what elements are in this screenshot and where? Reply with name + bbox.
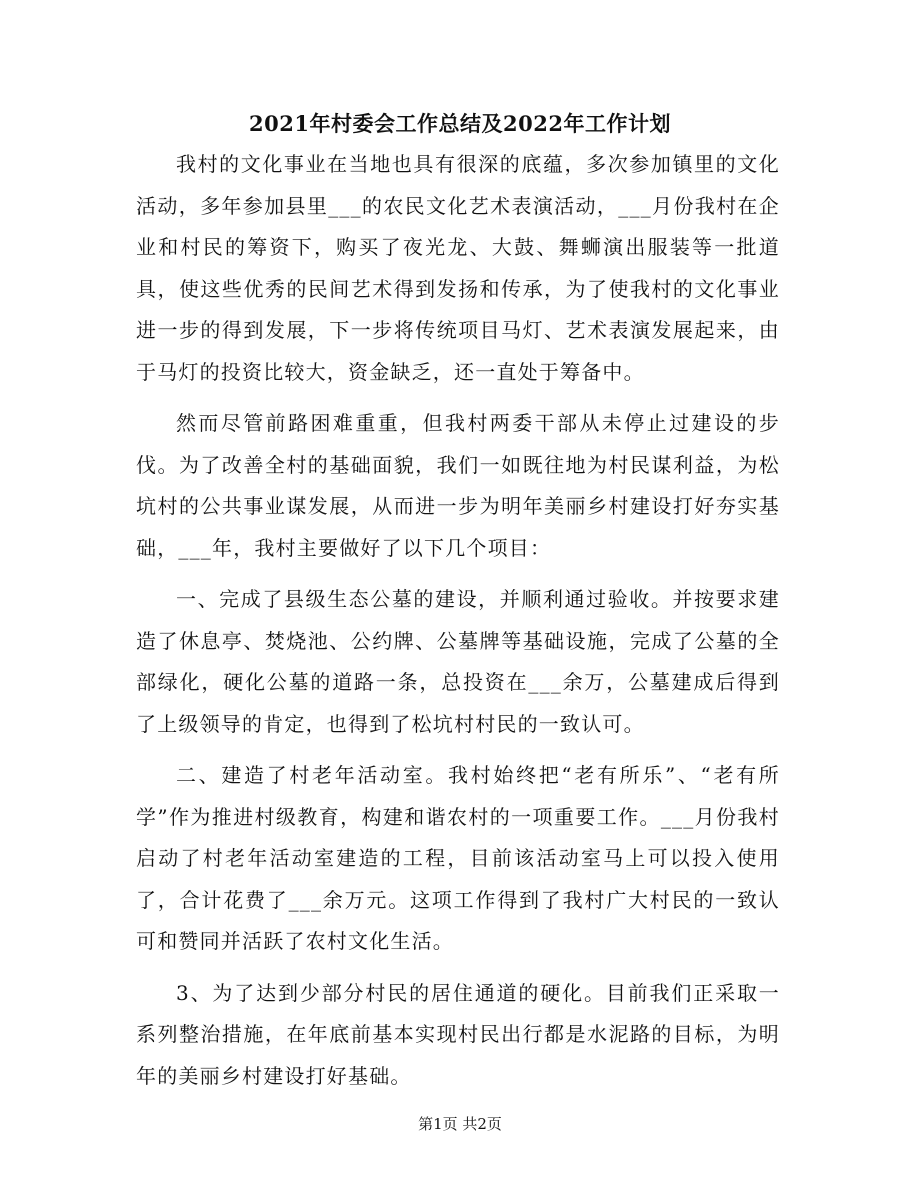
document-title: 2021年村委会工作总结及2022年工作计划 <box>249 111 671 136</box>
paragraph-elderly-room: 二、建造了村老年活动室。我村始终把“老有所乐”、“老有所学”作为推进村级教育，构建和谐农村的一项重要工作。___月份我村启动了村老年活动室建造的工程，目前该活动室马上可以投入使用了，合计花费了___余万元。这项工作得到了我村广大村民的一致认可和赞同并活跃了农村文化生活。 <box>136 763 780 953</box>
paragraph-culture: 我村的文化事业在当地也具有很深的底蕴，多次参加镇里的文化活动，多年参加县里___的农民文化艺术表演活动，___月份我村在企业和村民的筹资下，购买了夜光龙、大鼓、舞蛳演出服装等一批道具，使这些优秀的民间艺术得到发扬和传承，为了使我村的文化事业进一步的得到发展，下一步将传统项目马灯、艺术表演发展起来，由于马灯的投资比较大，资金缺乏，还一直处于筹备中。 <box>136 152 780 384</box>
document-body <box>136 144 780 1107</box>
paragraph-construction-intro: 然而尽管前路困难重重，但我村两委干部从未停止过建设的步伐。为了改善全村的基础面貌，我们一如既往地为村民谋利益，为松坑村的公共事业谋发展，从而进一步为明年美丽乡村建设打好夯实基础，___年，我村主要做好了以下几个项目： <box>136 411 780 560</box>
paragraph-road-hardening: 3、为了达到少部分村民的居住通道的硬化。目前我们正采取一系列整治措施，在年底前基本实现村民出行都是水泥路的目标，为明年的美丽乡村建设打好基础。 <box>136 980 780 1088</box>
paragraph-cemetery: 一、完成了县级生态公墓的建设，并顺利通过验收。并按要求建造了休息亭、焚烧池、公约牌、公墓牌等基础设施，完成了公墓的全部绿化，硬化公墓的道路一条，总投资在___余万，公墓建成后得到了上级领导的肯定，也得到了松坑村村民的一致认可。 <box>136 587 780 736</box>
page-indicator: 第1页 共2页 <box>418 1115 502 1133</box>
